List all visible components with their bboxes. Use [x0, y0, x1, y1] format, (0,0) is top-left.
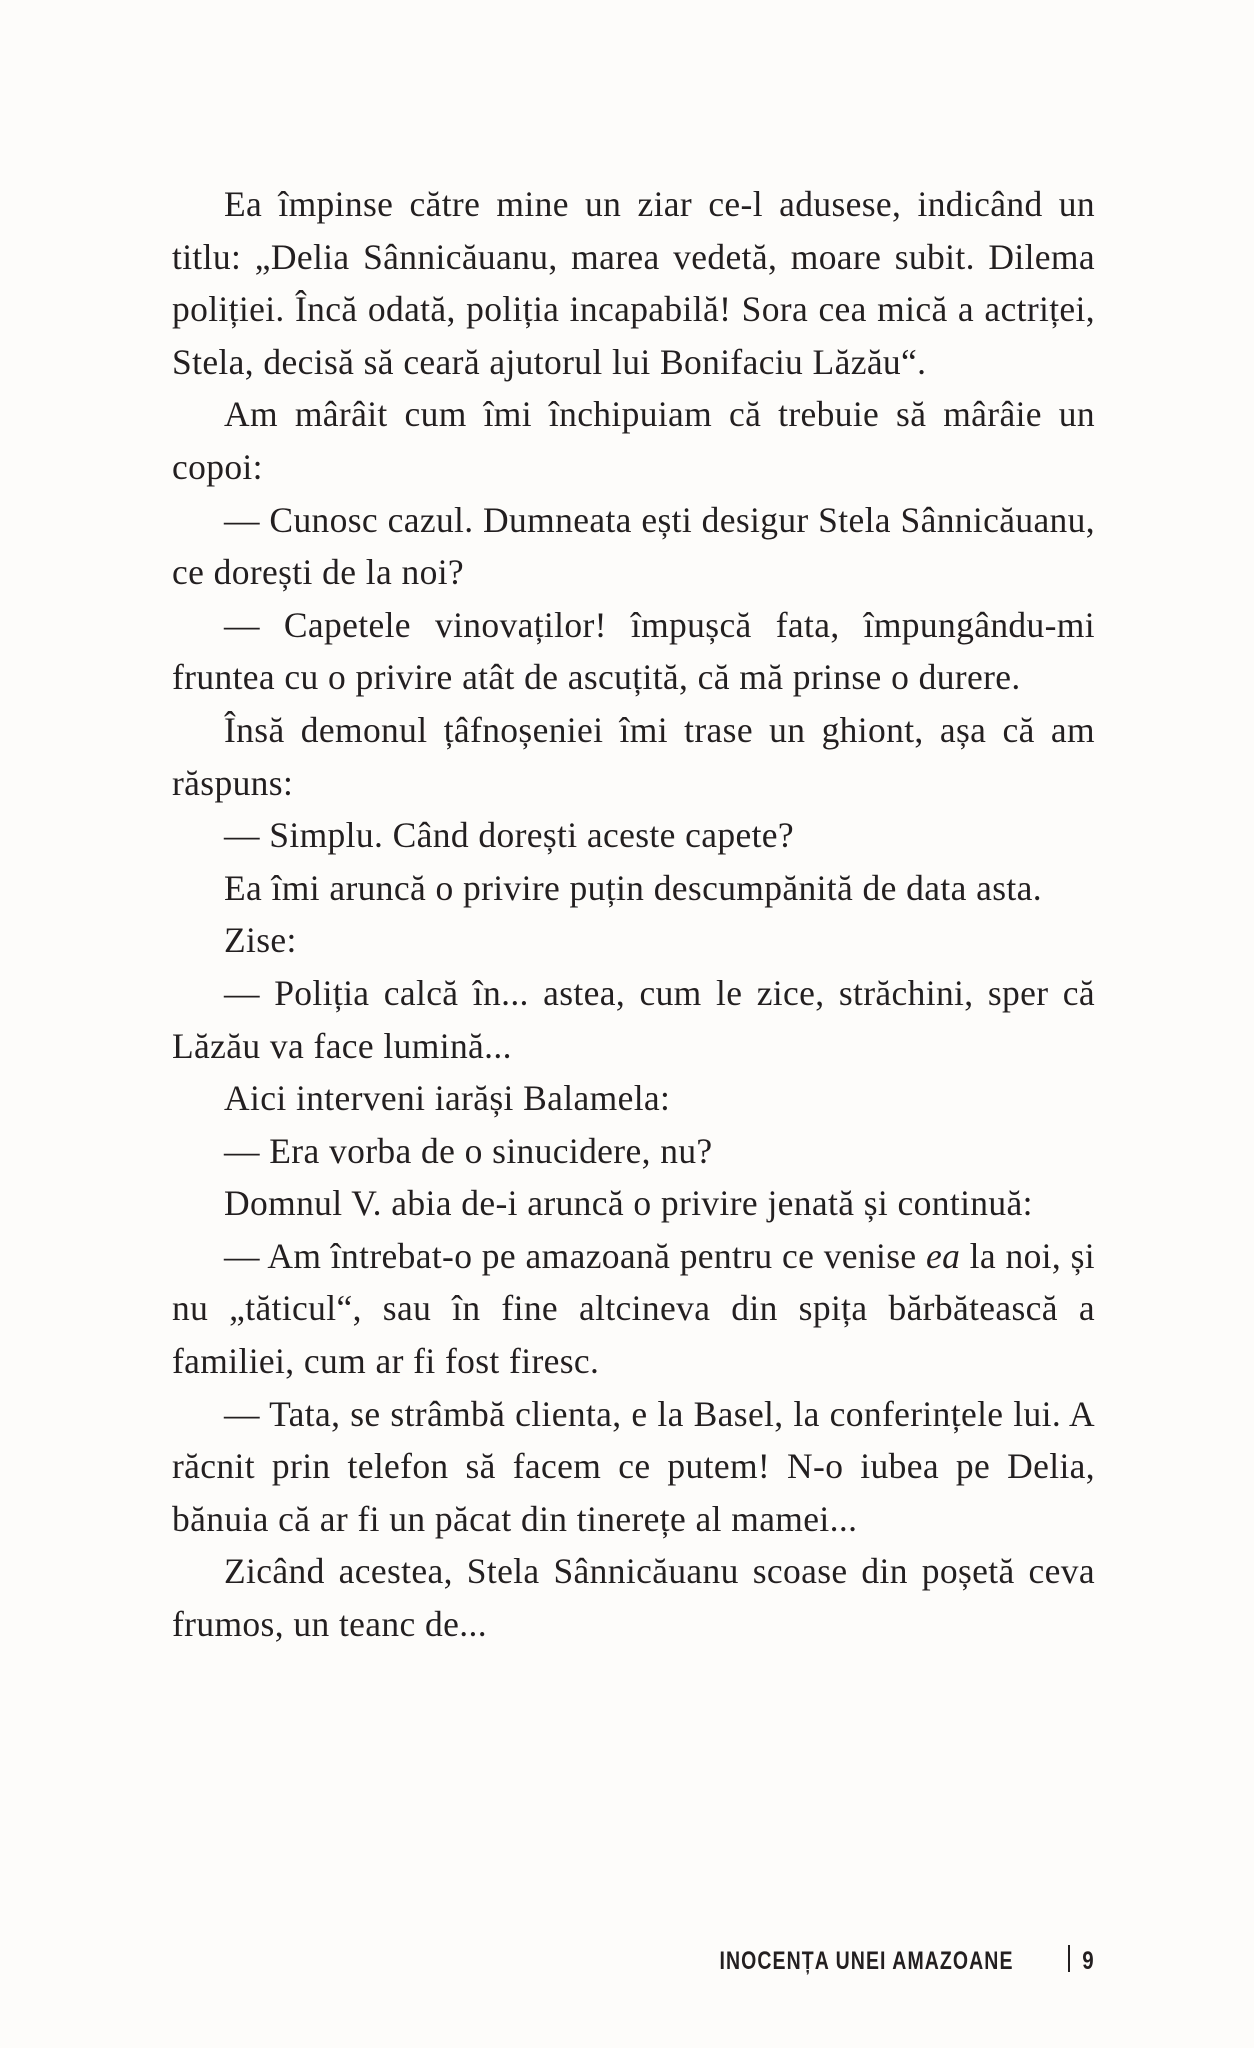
paragraph: Aici interveni iarăși Balamela: — [224, 1078, 671, 1119]
paragraph: Ea îmi aruncă o privire puțin descumpănită de data asta. — [224, 867, 1042, 908]
paragraph: Am mârâit cum îmi închipuiam că trebuie să mârâie un copoi: — [172, 394, 1095, 487]
paragraph: — Simplu. Când dorești aceste capete? — [224, 815, 795, 856]
page-body-text — [172, 178, 1095, 1651]
running-head-title: INOCENȚA UNEI AMAZOANE — [719, 1947, 1014, 1975]
paragraph: Zicând acestea, Stela Sânnicăuanu scoase din poșetă ceva frumos, un teanc de... — [172, 1551, 1095, 1645]
paragraph: Domnul V. abia de-i aruncă o privire jenată și continuă: — [224, 1183, 1033, 1224]
paragraph: Însă demonul țâfnoșeniei îmi trase un ghiont, așa că am răspuns: — [172, 709, 1095, 803]
paragraph: — Tata, se strâmbă clienta, e la Basel, la conferințele lui. A răcnit prin telefon să facem ce putem! N-o iubea pe Delia, bănuia că ar fi un păcat din tinerețe al mamei... — [172, 1393, 1095, 1539]
paragraph: Zise: — [224, 920, 297, 961]
paragraph-with-emphasis — [172, 1230, 1095, 1388]
paragraph: — Cunosc cazul. Dumneata ești desigur Stela Sânnicăuanu, ce dorești de la noi? — [172, 499, 1095, 593]
footer-content — [678, 1942, 1095, 1976]
text-segment: — Am întrebat-o pe amazoană pentru ce venise — [224, 1235, 926, 1276]
text-segment: la noi, și nu „tăticul“, sau în fine altcineva din spița bărbătească a familiei, cum ar fi fost firesc. — [172, 1235, 1095, 1382]
paragraph: — Poliția calcă în... astea, cum le zice, străchini, sper că Lăzău va face lumină... — [172, 972, 1095, 1066]
page-number: 9 — [1082, 1947, 1094, 1975]
footer-divider — [1068, 1945, 1070, 1972]
paragraph: Ea împinse către mine un ziar ce-l adusese, indicând un titlu: „Delia Sânnicăuanu, marea vedetă, moare subit. Dilema poliției. Încă odată, poliția incapabilă! Sora cea mică a actriței, Stela, decisă să ceară ajutorul lui Bonifaciu Lăzău“. — [172, 184, 1095, 382]
paragraph: — Era vorba de o sinucidere, nu? — [224, 1130, 713, 1171]
paragraph: — Capetele vinovaților! împușcă fata, împungându-mi fruntea cu o privire atât de ascuțită, că mă prinse o durere. — [172, 604, 1095, 698]
page-footer — [0, 1898, 1254, 2048]
emphasized-word: ea — [925, 1235, 961, 1276]
